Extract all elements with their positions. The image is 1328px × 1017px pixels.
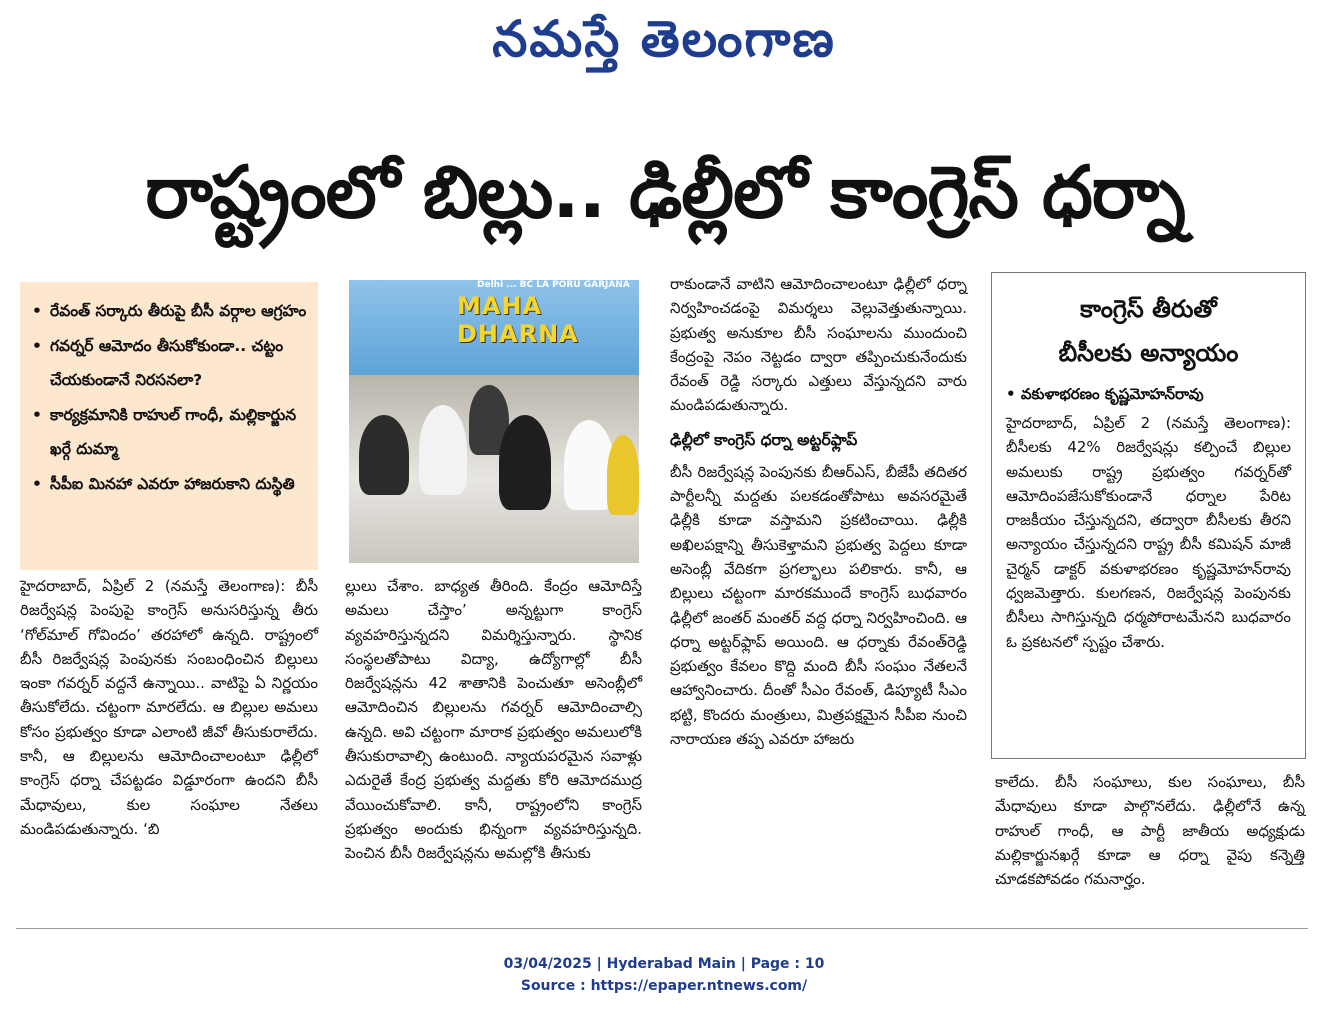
highlights-box [20,282,318,570]
footer-source: Source : https://epaper.ntnews.com/ [520,978,808,994]
person-shape [359,415,409,495]
banner-title: MAHA DHARNA [457,292,579,348]
box-title-line-2: బీసీలకు అన్యాయం [1058,339,1239,367]
footer-date-page: 03/04/2025 | Hyderabad Main | Page : 10 [503,956,825,972]
highlight-item: • సీపీఐ మినహా ఎవరూ హాజరుకాని దుస్థితి [32,467,310,502]
page-headline: రాష్ట్రంలో బిల్లు.. ఢిల్లీలో కాంగ్రెస్ ధర్నా [145,150,1185,234]
box-body: హైదరాబాద్, ఏప్రిల్ 2 (నమస్తే తెలంగాణ): బీసీలకు 42% రిజర్వేషన్లు కల్పించే బిల్లుల అమలుకు రాష్ట్ర ప్రభుత్వం గవర్నర్‌తో ఆమోదింపజేసుకోకుండానే ధర్నాల పేరిట రాజకీయం చేస్తున్నదని, తద్వారా బీసీలకు తీరని అన్యాయం చేస్తున్నదని రాష్ట్ర బీసీ కమిషన్ మాజీ చైర్మన్ డాక్టర్ వకుళాభరణం కృష్ణమోహన్‌రావు ధ్వజమెత్తారు. కులగణన, రిజర్వేషన్ల పెంపునకు బీసీలు సాగిస్తున్నది ధర్మపోరాటమేనని బుధవారం ఓ ప్రకటనలో స్పష్టం చేశారు. [1006,414,1291,651]
bullet-icon: • [32,302,42,320]
bullet-icon: • [32,405,42,424]
person-shape [499,415,551,510]
bullet-icon: • [32,336,42,355]
highlight-item: • గవర్నర్ ఆమోదం తీసుకోకుండా.. చట్టం చేయకుండానే నిరసనలా? [32,329,310,398]
article-column-1: హైదరాబాద్, ఏప్రిల్ 2 (నమస్తే తెలంగాణ): బీసీ రిజర్వేషన్ల పెంపుపై కాంగ్రెస్ అనుసరిస్తున్న తీరు ‘గోల్‌మాల్ గోవిందం’ తరహాలో ఉన్నది. రాష్ట్రంలో బీసీ రిజర్వేషన్ల పెంపునకు సంబంధించిన బిల్లులు ఇంకా గవర్నర్ వద్దనే ఉన్నాయి.. వాటిపై ఏ నిర్ణయం తీసుకోలేదు. చట్టంగా మారలేదు. ఆ బిల్లుల అమలు కోసం ప్రభుత్వం కూడా ఎలాంటి జీవో తీసుకురాలేదు. కానీ, ఆ బిల్లులను ఆమోదించాలంటూ ఢిల్లీలో కాంగ్రెస్ ధర్నా చేపట్టడం విడ్డూరంగా ఉందని బీసీ మేధావులు, కుల సంఘాల నేతలు మండిపడుతున్నారు. ‘బి [20,577,318,838]
news-photo [349,280,639,563]
article-column-2: ల్లులు చేశాం. బాధ్యత తీరింది. కేంద్రం ఆమోదిస్తే అమలు చేస్తాం’ అన్నట్టుగా కాంగ్రెస్ వ్యవహరిస్తున్నదని విమర్శిస్తున్నారు. స్థానిక సంస్థలతోపాటు విద్యా, ఉద్యోగాల్లో బీసీ రిజర్వేషన్లను 42 శాతానికి పెంచుతూ అసెంబ్లీలో ఆమోదించిన బిల్లులను గవర్నర్ ఆమోదించాల్సి ఉన్నది. అవి చట్టంగా మారాక ప్రభుత్వం అమలులోకి తీసుకురావాల్సి ఉంటుంది. న్యాయపరమైన సవాళ్లు ఎదురైతే కేంద్ర ప్రభుత్వ మద్దతు కోరి ఆమోదముద్ర వేయించుకోవాలి. కానీ, రాష్ట్రంలోని కాంగ్రెస్ ప్రభుత్వం అందుకు భిన్నంగా వ్యవహరిస్తున్నది. పెంచిన బీసీ రిజర్వేషన్లను అమల్లోకి తీసుకు [345,577,642,863]
section-subhead: ఢిల్లీలో కాంగ్రెస్ ధర్నా అట్టర్‌ఫ్లాప్ [670,430,858,449]
banner-subtitle: Delhi ... BC LA PORU GARJANA [477,280,630,290]
masthead-logo: నమస్తే తెలంగాణ [492,9,836,68]
article-column-4-bottom: కాలేదు. బీసీ సంఘాలు, కుల సంఘాలు, బీసీ మేధావులు కూడా పాల్గొనలేదు. ఢిల్లీలోనే ఉన్న రాహుల్ గాంధీ, ఆ పార్టీ జాతీయ అధ్యక్షుడు మల్లికార్జునఖర్గే కూడా ఆ ధర్నా వైపు కన్నెత్తి చూడకపోవడం గమనార్హం. [995,773,1305,889]
highlight-item: • రేవంత్ సర్కారు తీరుపై బీసీ వర్గాల ఆగ్రహం [32,294,310,329]
bullet-icon: • [1006,385,1021,403]
photo-banner [349,280,639,375]
highlight-item: • కార్యక్రమానికి రాహుల్ గాంధీ, మల్లికార్జున ఖర్గే దుమ్మా [32,398,310,467]
photo-crowd [349,375,639,563]
bullet-icon: • [32,474,42,493]
sidebar-box [991,272,1306,759]
person-shape [419,405,467,495]
box-byline: • వకుళాభరణం కృష్ణమోహన్‌రావు [1006,385,1204,403]
article-column-3: రాకుండానే వాటిని ఆమోదించాలంటూ ఢిల్లీలో ధర్నా నిర్వహించడంపై విమర్శలు వెల్లువెత్తుతున్నాయి. ప్రభుత్వ అనుకూల బీసీ సంఘాలను ముందుంచి కేంద్రంపై నెపం నెట్టడం ద్వారా తప్పించుకునేందుకు రేవంత్ రెడ్డి సర్కారు ఎత్తులు వేస్తున్నదని వారు మండిపడుతున్నారు. ఢిల్లీలో కాంగ్రెస్ ధర్నా అట్టర్‌ఫ్లాప్ బీసీ రిజర్వేషన్ల పెంపునకు బీఆర్‌ఎస్, బీజేపీ తదితర పార్టీలన్నీ మద్దతు పలకడంతోపాటు అవసరమైతే ఢిల్లీకి కూడా వస్తామని ప్రకటించాయి. ఢిల్లీకి అఖిలపక్షాన్ని తీసుకెళ్తామని ప్రభుత్వ పెద్దలు కూడా అసెంబ్లీ వేదికగా ప్రగల్భాలు పలికారు. కానీ, ఆ బిల్లులు చట్టంగా మారకముందే కాంగ్రెస్ బుధవారం ఢిల్లీలో జంతర్ మంతర్ వద్ద ధర్నా నిర్వహించింది. ఆ ధర్నా అట్టర్‌ఫ్లాప్ అయింది. ఆ ధర్నాకు రేవంత్‌రెడ్డి ప్రభుత్వం కేవలం కొద్ది మంది బీసీ సంఘం నేతలనే ఆహ్వానించారు. దీంతో సీఎం రేవంత్, డిప్యూటీ సీఎం భట్టి, కొందరు మంత్రులు, మిత్రపక్షమైన సీపీఐ నుంచి నారాయణ తప్ప ఎవరూ హాజరు [670,275,967,749]
box-title-line-1: కాంగ్రెస్ తీరుతో [1080,295,1217,323]
footer-divider [16,928,1308,929]
person-shape [607,435,639,515]
